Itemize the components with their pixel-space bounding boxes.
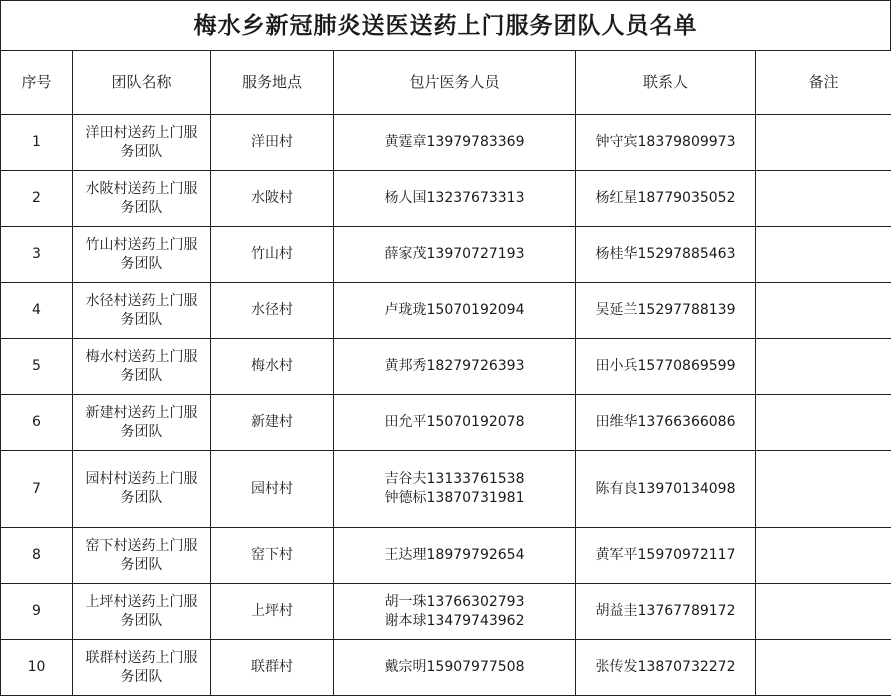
cell-contact: 杨红星18779035052 <box>576 171 756 227</box>
cell-team <box>73 339 211 395</box>
team-name: 水陂村送药上门服务团队 <box>85 180 198 216</box>
cell-place: 新建村 <box>211 395 334 451</box>
header-place: 服务地点 <box>211 51 334 115</box>
cell-seq: 3 <box>1 227 73 283</box>
cell-seq: 10 <box>1 640 73 696</box>
cell-team <box>73 171 211 227</box>
team-name: 上坪村送药上门服务团队 <box>85 593 198 629</box>
doctor-entry: 王达理18979792654 <box>384 547 525 563</box>
cell-note <box>756 339 891 395</box>
cell-place: 水径村 <box>211 283 334 339</box>
cell-place: 上坪村 <box>211 584 334 640</box>
table-row <box>1 640 891 696</box>
cell-note <box>756 528 891 584</box>
doctor-entry: 胡一珠13766302793 <box>384 593 525 610</box>
cell-contact: 田小兵15770869599 <box>576 339 756 395</box>
table-header-row <box>1 51 891 115</box>
table-row <box>1 171 891 227</box>
cell-seq: 2 <box>1 171 73 227</box>
cell-contact: 杨桂华15297885463 <box>576 227 756 283</box>
header-doctors: 包片医务人员 <box>334 51 576 115</box>
cell-contact: 黄军平15970972117 <box>576 528 756 584</box>
cell-team <box>73 283 211 339</box>
team-name: 竹山村送药上门服务团队 <box>85 236 198 272</box>
cell-note <box>756 227 891 283</box>
cell-note <box>756 640 891 696</box>
cell-doctors <box>334 451 576 528</box>
cell-doctors <box>334 227 576 283</box>
cell-team <box>73 640 211 696</box>
cell-place: 窑下村 <box>211 528 334 584</box>
table-body <box>1 115 891 696</box>
cell-team <box>73 528 211 584</box>
table-row <box>1 227 891 283</box>
table-row <box>1 339 891 395</box>
cell-note <box>756 283 891 339</box>
cell-note <box>756 451 891 528</box>
cell-doctors <box>334 115 576 171</box>
header-seq: 序号 <box>1 51 73 115</box>
cell-contact: 吴延兰15297788139 <box>576 283 756 339</box>
cell-seq: 7 <box>1 451 73 528</box>
cell-place: 水陂村 <box>211 171 334 227</box>
doctor-entry: 谢本球13479743962 <box>384 612 525 629</box>
team-name: 新建村送药上门服务团队 <box>85 404 198 440</box>
cell-place: 梅水村 <box>211 339 334 395</box>
team-name: 园村村送药上门服务团队 <box>85 471 198 506</box>
doctor-entry: 黄邦秀18279726393 <box>384 358 525 374</box>
team-name: 联群村送药上门服务团队 <box>85 649 198 685</box>
cell-team <box>73 451 211 528</box>
cell-note <box>756 584 891 640</box>
cell-contact: 胡益圭13767789172 <box>576 584 756 640</box>
roster-table <box>0 50 891 696</box>
cell-seq: 5 <box>1 339 73 395</box>
table-row <box>1 451 891 528</box>
team-name: 梅水村送药上门服务团队 <box>85 348 198 384</box>
cell-contact: 钟守宾18379809973 <box>576 115 756 171</box>
doctor-entry: 吉谷夫13133761538 <box>384 471 525 487</box>
table-row <box>1 528 891 584</box>
table-row <box>1 283 891 339</box>
cell-doctors <box>334 395 576 451</box>
table-row <box>1 115 891 171</box>
header-team: 团队名称 <box>73 51 211 115</box>
header-contact: 联系人 <box>576 51 756 115</box>
doctor-entry: 钟德标13870731981 <box>384 490 525 506</box>
cell-seq: 4 <box>1 283 73 339</box>
doctor-entry: 戴宗明15907977508 <box>384 659 525 675</box>
cell-contact: 田维华13766366086 <box>576 395 756 451</box>
cell-place: 洋田村 <box>211 115 334 171</box>
cell-doctors <box>334 640 576 696</box>
cell-seq: 1 <box>1 115 73 171</box>
doctor-entry: 薛家茂13970727193 <box>384 246 525 262</box>
cell-seq: 8 <box>1 528 73 584</box>
cell-seq: 9 <box>1 584 73 640</box>
cell-team <box>73 115 211 171</box>
cell-doctors <box>334 528 576 584</box>
doctor-entry: 田允平15070192078 <box>384 414 525 430</box>
cell-note <box>756 395 891 451</box>
cell-team <box>73 584 211 640</box>
table-row <box>1 584 891 640</box>
cell-place: 竹山村 <box>211 227 334 283</box>
cell-contact: 张传发13870732272 <box>576 640 756 696</box>
doctor-entry: 杨人国13237673313 <box>384 190 525 206</box>
cell-note <box>756 171 891 227</box>
cell-team <box>73 227 211 283</box>
cell-place: 联群村 <box>211 640 334 696</box>
doctor-entry: 卢珑珑15070192094 <box>384 302 525 318</box>
team-name: 洋田村送药上门服务团队 <box>85 124 198 160</box>
cell-seq: 6 <box>1 395 73 451</box>
cell-team <box>73 395 211 451</box>
header-note: 备注 <box>756 51 891 115</box>
cell-doctors <box>334 339 576 395</box>
team-name: 水径村送药上门服务团队 <box>85 292 198 328</box>
cell-contact: 陈有良13970134098 <box>576 451 756 528</box>
cell-note <box>756 115 891 171</box>
cell-doctors <box>334 584 576 640</box>
cell-place: 园村村 <box>211 451 334 528</box>
document-title: 梅水乡新冠肺炎送医送药上门服务团队人员名单 <box>0 0 891 50</box>
team-name: 窑下村送药上门服务团队 <box>85 537 198 573</box>
cell-doctors <box>334 171 576 227</box>
cell-doctors <box>334 283 576 339</box>
table-row <box>1 395 891 451</box>
doctor-entry: 黄霆章13979783369 <box>384 134 525 150</box>
